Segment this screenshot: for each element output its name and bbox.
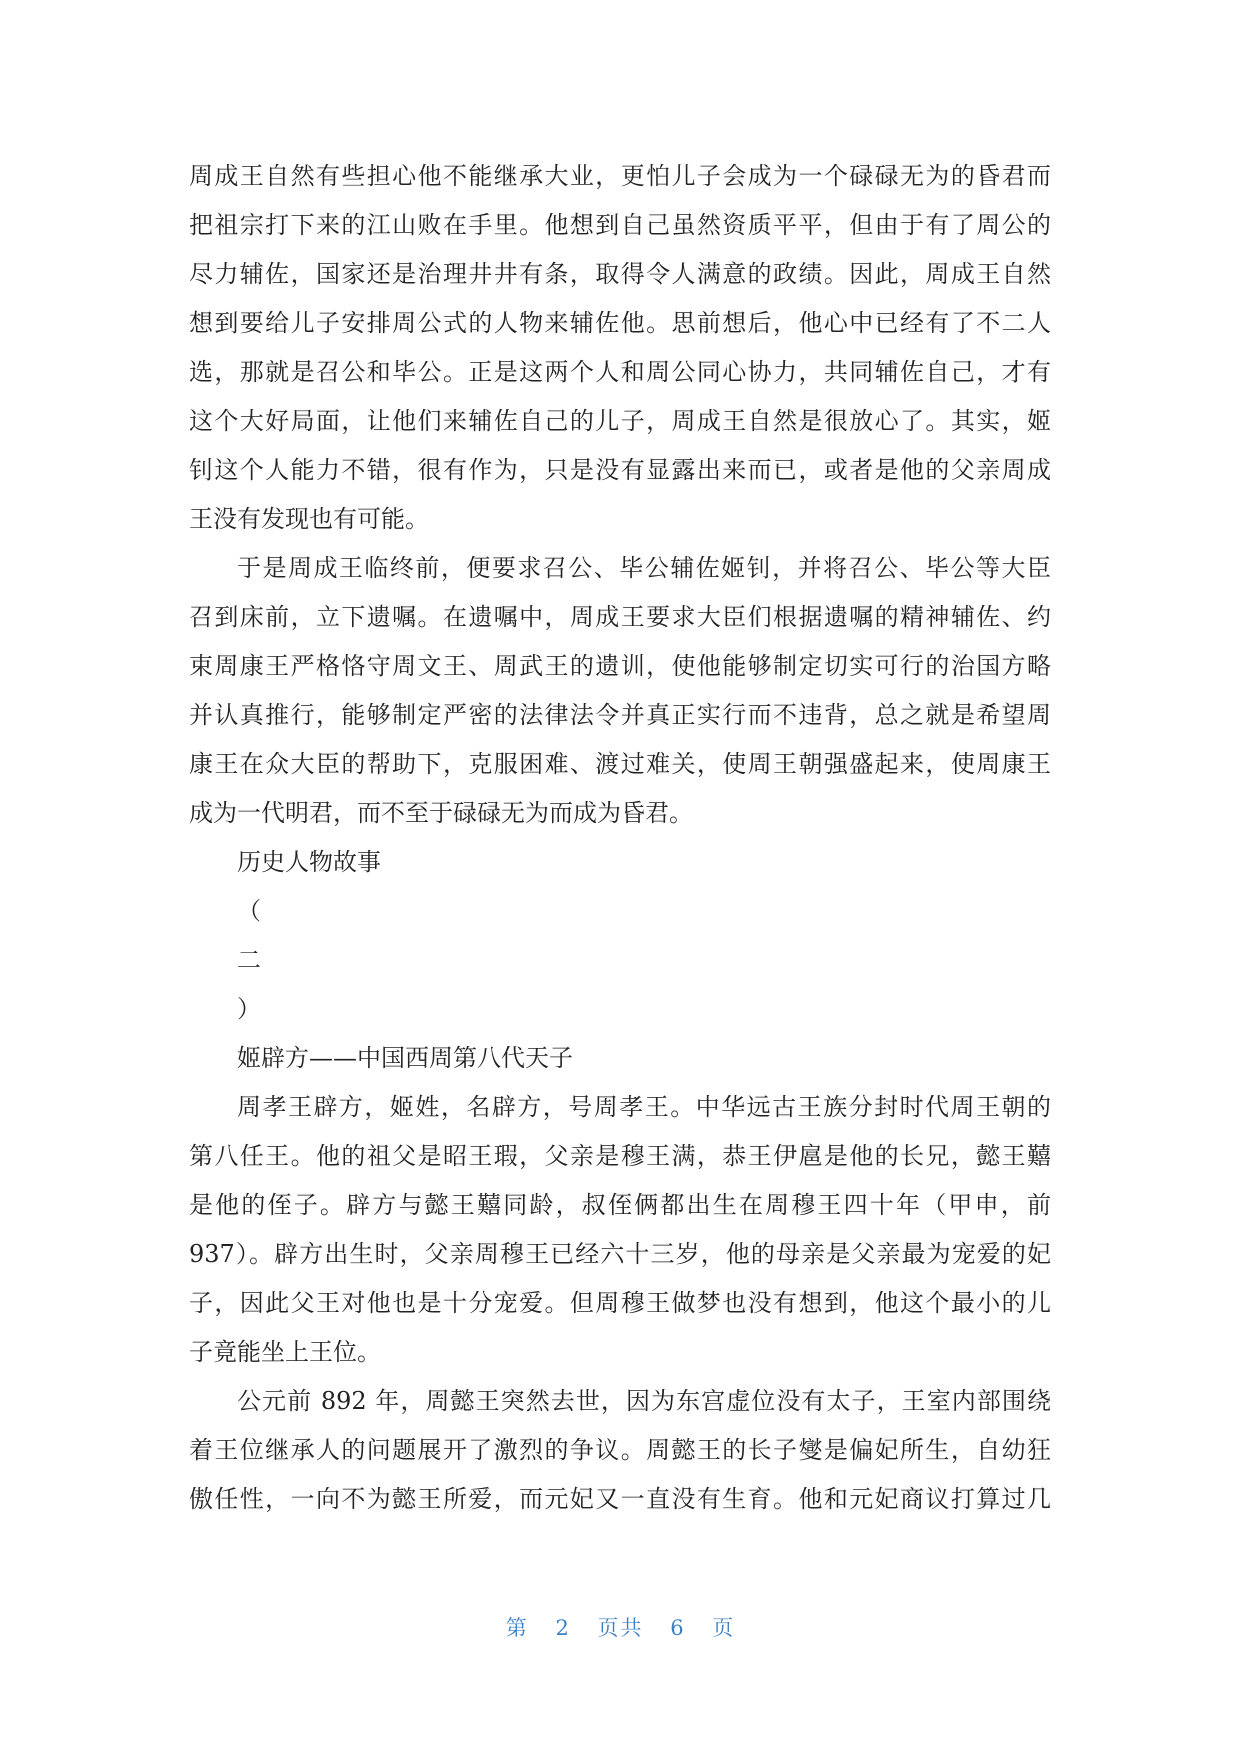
text-line: 周成王自然有些担心他不能继承大业，更怕儿子会成为一个碌碌无为的昏君而 [189,162,1051,190]
text-line: 公元前 892 年，周懿王突然去世，因为东宫虚位没有太子，王室内部围绕 [237,1387,1051,1415]
text-line: 周孝王辟方，姬姓，名辟方，号周孝王。中华远古王族分封时代周王朝的 [237,1093,1051,1121]
section-heading-number: 二 [237,946,261,974]
footer-prefix: 第 [505,1616,529,1640]
paragraph [189,1083,1051,1377]
text-line: 选，那就是召公和毕公。正是这两个人和周公同心协力，共同辅佐自己，才有 [189,358,1051,386]
footer-suffix: 页 [712,1616,736,1640]
text-line: 王没有发现也有可能。 [189,505,429,533]
text-line: 于是周成王临终前，便要求召公、毕公辅佐姬钊，并将召公、毕公等大臣 [237,554,1051,582]
paragraph [189,544,1051,838]
text-line: 傲任性，一向不为懿王所爱，而元妃又一直没有生育。他和元妃商议打算过几 [189,1485,1051,1513]
text-line: 康王在众大臣的帮助下，克服困难、渡过难关，使周王朝强盛起来，使周康王 [189,750,1051,778]
section-heading-bracket-open: （ [237,897,261,925]
total-page-count: 6 [670,1616,686,1640]
page-number-footer [0,1612,1241,1642]
document-body [189,152,1051,1524]
section-heading-bracket-close: ） [237,995,261,1023]
text-line: 尽力辅佐，国家还是治理井井有条，取得令人满意的政绩。因此，周成王自然 [189,260,1051,288]
text-line: 成为一代明君，而不至于碌碌无为而成为昏君。 [189,799,693,827]
text-line: 子，因此父王对他也是十分宠爱。但周穆王做梦也没有想到，他这个最小的儿 [189,1289,1051,1317]
current-page-number: 2 [555,1616,571,1640]
text-line: 子竟能坐上王位。 [189,1338,381,1366]
text-line: 想到要给儿子安排周公式的人物来辅佐他。思前想后，他心中已经有了不二人 [189,309,1051,337]
text-line: 937）。辟方出生时，父亲周穆王已经六十三岁，他的母亲是父亲最为宠爱的妃 [189,1240,1051,1268]
section-subtitle: 姬辟方——中国西周第八代天子 [237,1044,573,1072]
text-line: 这个大好局面，让他们来辅佐自己的儿子，周成王自然是很放心了。其实，姬 [189,407,1051,435]
footer-middle: 页共 [597,1616,644,1640]
paragraph [189,1377,1051,1524]
section-heading: 历史人物故事 [237,848,381,876]
text-line: 束周康王严格恪守周文王、周武王的遗训，使他能够制定切实可行的治国方略 [189,652,1051,680]
text-line: 钊这个人能力不错，很有作为，只是没有显露出来而已，或者是他的父亲周成 [189,456,1051,484]
text-line: 着王位继承人的问题展开了激烈的争议。周懿王的长子燮是偏妃所生，自幼狂 [189,1436,1051,1464]
text-line: 召到床前，立下遗嘱。在遗嘱中，周成王要求大臣们根据遗嘱的精神辅佐、约 [189,603,1051,631]
text-line: 并认真推行，能够制定严密的法律法令并真正实行而不违背，总之就是希望周 [189,701,1051,729]
text-line: 第八任王。他的祖父是昭王瑕，父亲是穆王满，恭王伊扈是他的长兄，懿王囏 [189,1142,1051,1170]
text-line: 是他的侄子。辟方与懿王囏同龄，叔侄俩都出生在周穆王四十年（甲申，前 [189,1191,1051,1219]
paragraph [189,152,1051,544]
text-line: 把祖宗打下来的江山败在手里。他想到自己虽然资质平平，但由于有了周公的 [189,211,1051,239]
